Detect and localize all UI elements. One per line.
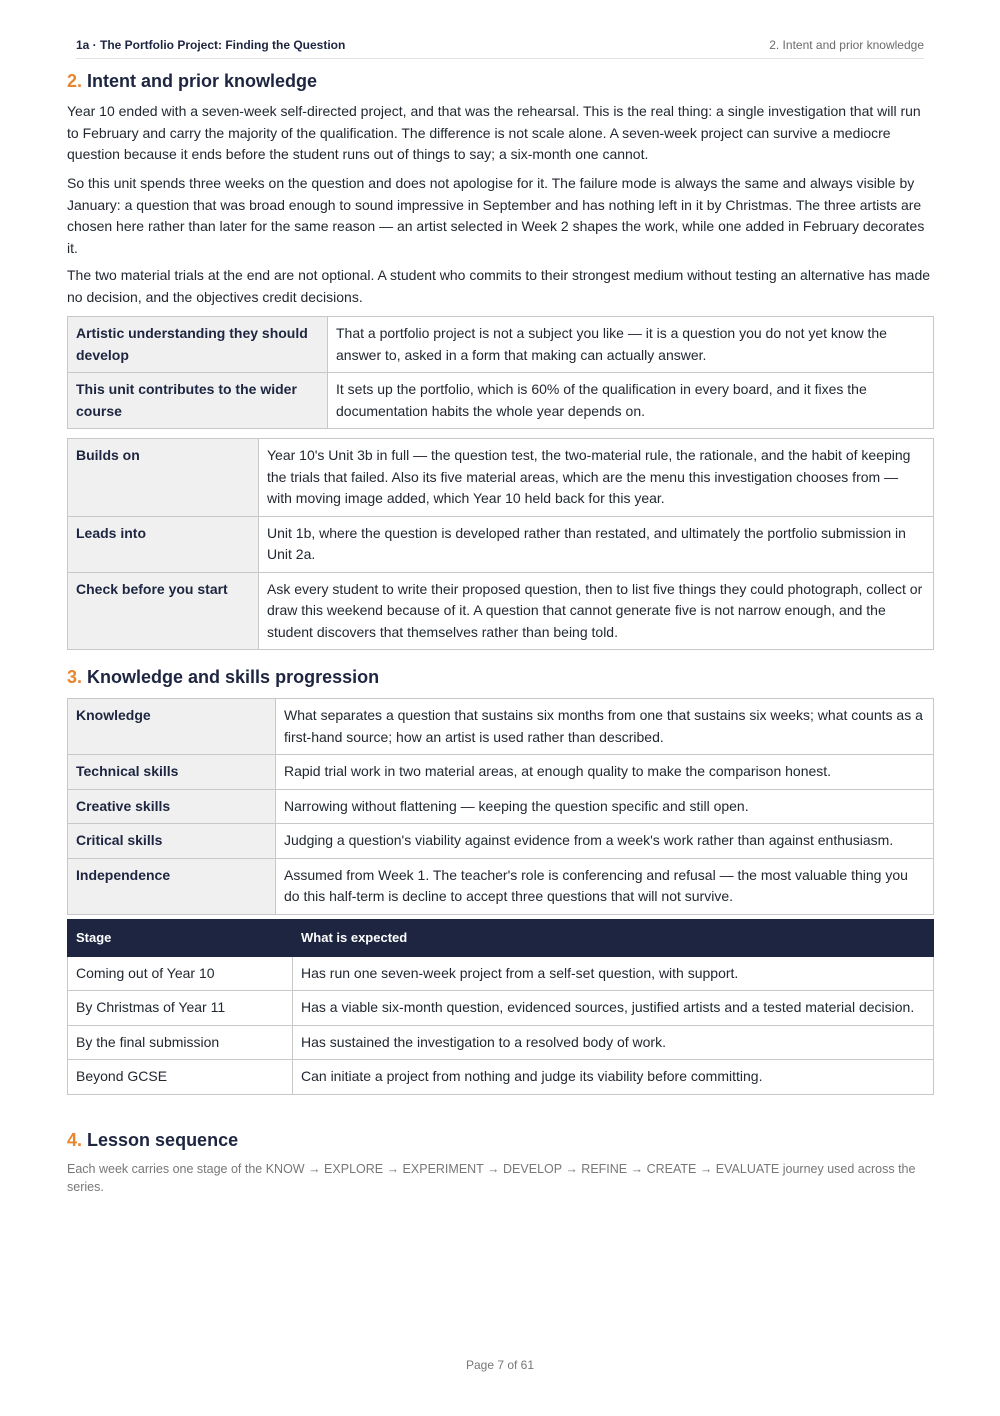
stage-table [67, 919, 934, 1095]
row-label: Technical skills [68, 755, 276, 790]
table-row [68, 373, 934, 429]
table-row [68, 1060, 934, 1095]
row-label: Critical skills [68, 824, 276, 859]
row-value: Judging a question's viability against evidence from a week's work rather than against enthusiasm. [276, 824, 934, 859]
table-row [68, 516, 934, 572]
table-row [68, 824, 934, 859]
section-2-paragraph-2 [67, 173, 934, 259]
skills-table [67, 698, 934, 915]
page-number: Page 7 of 61 [465, 1358, 535, 1372]
paragraph: So this unit spends three weeks on the question and does not apologise for it. The failure mode is always the same and always visible by January: a question that was broad enough to sound impressive in September and has nothing left in it by Christmas. The three artists are chosen here rather than later for the same reason — an artist selected in Week 2 shapes the work, while one added in February decorates it. [67, 175, 925, 256]
row-label: Builds on [68, 439, 259, 517]
section-4-heading [67, 1128, 934, 1152]
row-value: What separates a question that sustains six months from one that sustains six weeks; what counts as a first-hand source; how an artist is used rather than described. [276, 699, 934, 755]
running-header [76, 38, 924, 59]
paragraph: Year 10 ended with a seven-week self-directed project, and that was the rehearsal. This is the real thing: a single investigation that will run to February and carry the majority of the qualification. The difference is not scale alone. A seven-week project can survive a mediocre question because it ends before the student runs out of things to say; a six-month one cannot. [67, 103, 921, 162]
table-row [68, 439, 934, 517]
stage-cell: Beyond GCSE [68, 1060, 293, 1095]
table-row [68, 789, 934, 824]
row-value: Assumed from Week 1. The teacher's role is conferencing and refusal — the most valuable thing you do this half-term is decline to accept three questions that will not survive. [276, 858, 934, 914]
paragraph: The two material trials at the end are not optional. A student who commits to their strongest medium without testing an alternative has made no decision, and the objectives credit decisions. [67, 267, 931, 305]
expected-cell: Has run one seven-week project from a self-set question, with support. [293, 956, 934, 991]
row-value: Rapid trial work in two material areas, at enough quality to make the comparison honest. [276, 755, 934, 790]
note-text: Each week carries one stage of the KNOW → EXPLORE → EXPERIMENT → DEVELOP → REFINE → CREATE → EVALUATE journey used across the series. [67, 1162, 916, 1194]
column-header-stage: Stage [68, 920, 293, 957]
row-label: Knowledge [68, 699, 276, 755]
section-4-title: Lesson sequence [87, 1130, 239, 1150]
running-header-title: 1a · The Portfolio Project: Finding the Question [76, 38, 346, 52]
running-header-section: 2. Intent and prior knowledge [769, 38, 924, 52]
stage-cell: Coming out of Year 10 [68, 956, 293, 991]
row-value: It sets up the portfolio, which is 60% of the qualification in every board, and it fixes the documentation habits the whole year depends on. [328, 373, 934, 429]
row-label: Leads into [68, 516, 259, 572]
section-2-title: Intent and prior knowledge [87, 71, 318, 91]
section-3-heading [67, 665, 934, 689]
section-4-number: 4. [67, 1130, 83, 1150]
section-3-number: 3. [67, 667, 83, 687]
section-2-number: 2. [67, 71, 83, 91]
section-4 [67, 1128, 934, 1152]
table-row [68, 858, 934, 914]
table-header-row [68, 920, 934, 957]
section-2 [67, 69, 934, 93]
section-3 [67, 665, 934, 689]
row-label: Check before you start [68, 572, 259, 650]
table-row [68, 699, 934, 755]
section-2-paragraph-3 [67, 265, 934, 308]
row-value: Year 10's Unit 3b in full — the question test, the two-material rule, the rationale, and the habit of keeping the trials that failed. Also its five material areas, which are the menu this investigation chooses from — with moving image added, which Year 10 held back for this year. [259, 439, 934, 517]
section-3-title: Knowledge and skills progression [87, 667, 380, 687]
table-row [68, 991, 934, 1026]
table-row [68, 1025, 934, 1060]
table-row [68, 956, 934, 991]
lesson-sequence-note [67, 1160, 934, 1196]
expected-cell: Has a viable six-month question, evidenced sources, justified artists and a tested material decision. [293, 991, 934, 1026]
row-label: This unit contributes to the wider course [68, 373, 328, 429]
section-2-heading [67, 69, 934, 93]
table-row [68, 755, 934, 790]
row-label: Artistic understanding they should develop [68, 317, 328, 373]
stage-cell: By Christmas of Year 11 [68, 991, 293, 1026]
table-row [68, 317, 934, 373]
prior-knowledge-table [67, 438, 934, 650]
column-header-expected: What is expected [293, 920, 934, 957]
row-label: Independence [68, 858, 276, 914]
row-value: Ask every student to write their proposed question, then to list five things they could photograph, collect or draw this weekend because of it. A question that cannot generate five is not narrow enough, and the student discovers that themselves rather than being told. [259, 572, 934, 650]
section-2-paragraph-1 [67, 101, 934, 166]
row-label: Creative skills [68, 789, 276, 824]
row-value: Unit 1b, where the question is developed rather than restated, and ultimately the portfolio submission in Unit 2a. [259, 516, 934, 572]
table-row [68, 572, 934, 650]
stage-cell: By the final submission [68, 1025, 293, 1060]
expected-cell: Can initiate a project from nothing and judge its viability before committing. [293, 1060, 934, 1095]
row-value: That a portfolio project is not a subject you like — it is a question you do not yet know the answer to, asked in a form that making can actually answer. [328, 317, 934, 373]
expected-cell: Has sustained the investigation to a resolved body of work. [293, 1025, 934, 1060]
row-value: Narrowing without flattening — keeping the question specific and still open. [276, 789, 934, 824]
intent-table [67, 316, 934, 429]
